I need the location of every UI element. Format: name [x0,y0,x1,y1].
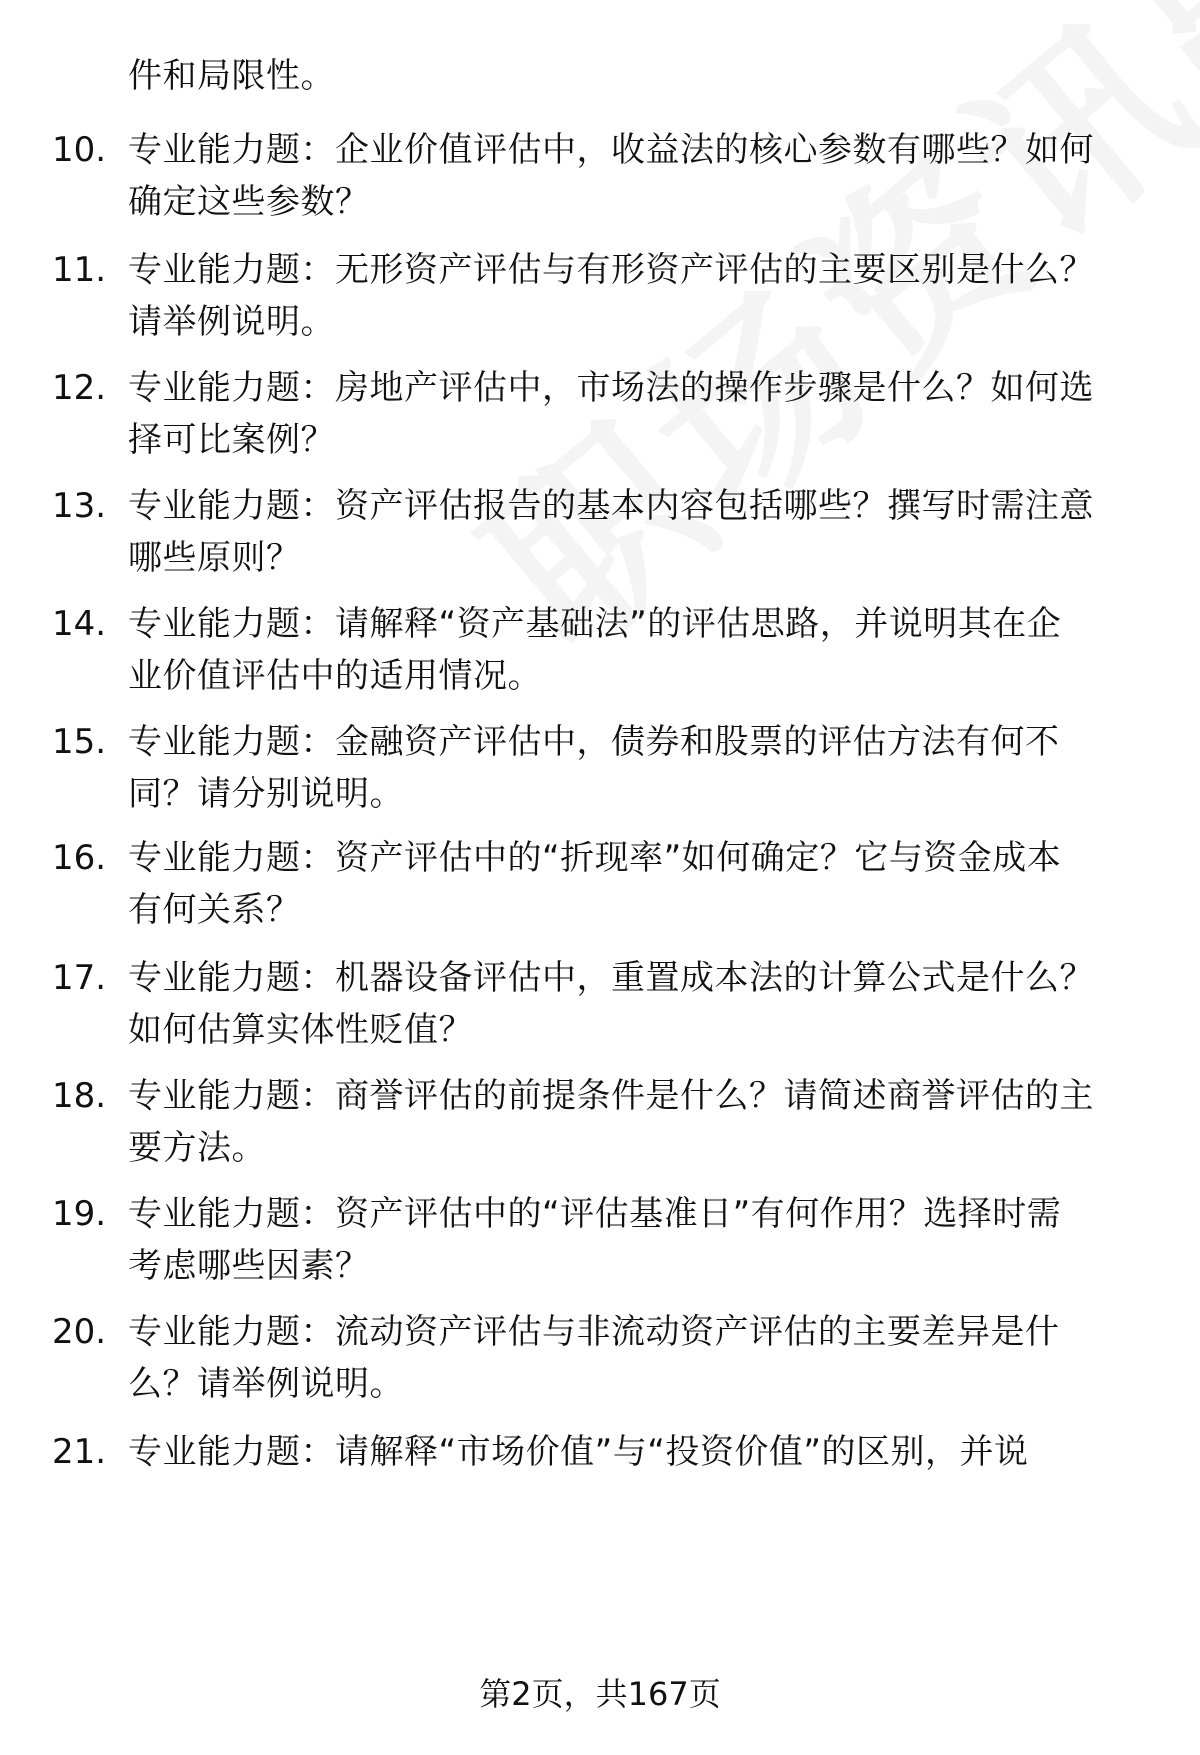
question-text-line-1: 专业能力题：资产评估中的“折现率”如何确定？它与资金成本 [128,838,1062,878]
question-number: 17. [52,958,107,998]
question-item [0,718,1200,818]
question-text-line-2: 确定这些参数？ [128,182,370,222]
question-text-line-1: 专业能力题：机器设备评估中，重置成本法的计算公式是什么？ [128,958,1094,998]
question-text-line-2: 要方法。 [128,1128,266,1168]
question-text-line-1: 专业能力题：企业价值评估中，收益法的核心参数有哪些？如何 [128,130,1094,170]
question-text-line-1: 专业能力题：无形资产评估与有形资产评估的主要区别是什么？ [128,250,1094,290]
question-text-line-1: 专业能力题：流动资产评估与非流动资产评估的主要差异是什 [128,1312,1060,1352]
question-text-line-1: 专业能力题：房地产评估中，市场法的操作步骤是什么？如何选 [128,368,1094,408]
question-number: 20. [52,1312,107,1352]
question-item [0,834,1200,934]
question-number: 19. [52,1194,107,1234]
question-number: 13. [52,486,107,526]
page-footer: 第2页，共167页 [479,1675,721,1713]
question-item [0,246,1200,346]
question-item [0,1190,1200,1290]
question-text-line-1: 专业能力题：请解释“市场价值”与“投资价值”的区别，并说 [128,1432,1029,1472]
question-text-line-2: 考虑哪些因素？ [128,1246,370,1286]
question-item [0,364,1200,464]
question-text-line-2: 哪些原则？ [128,538,301,578]
question-item [0,1308,1200,1408]
question-item [0,954,1200,1054]
question-number: 16. [52,838,107,878]
question-number: 14. [52,604,107,644]
question-number: 15. [52,722,107,762]
question-item [0,600,1200,700]
question-item [0,482,1200,582]
question-number: 21. [52,1432,107,1472]
question-number: 11. [52,250,107,290]
question-text-line-2: 么？请举例说明。 [128,1364,404,1404]
question-text-line-2: 如何估算实体性贬值？ [128,1010,473,1050]
question-text-line-1: 专业能力题：金融资产评估中，债券和股票的评估方法有何不 [128,722,1060,762]
question-number: 12. [52,368,107,408]
question-number: 10. [52,130,107,170]
question-text-line-1: 专业能力题：资产评估中的“评估基准日”有何作用？选择时需 [128,1194,1062,1234]
question-number: 18. [52,1076,107,1116]
question-text-line-2: 请举例说明。 [128,302,335,342]
question-text-line-1: 专业能力题：商誉评估的前提条件是什么？请简述商誉评估的主 [128,1076,1094,1116]
question-item [0,1428,1200,1528]
question-item [0,1072,1200,1172]
question-text-line-1: 专业能力题：资产评估报告的基本内容包括哪些？撰写时需注意 [128,486,1094,526]
question-text-line-2: 同？请分别说明。 [128,774,404,814]
watermark [420,0,1200,700]
question-item [0,126,1200,226]
question-text-line-2: 有何关系？ [128,890,301,930]
continuation-text: 件和局限性。 [128,56,335,96]
question-text-line-1: 专业能力题：请解释“资产基础法”的评估思路，并说明其在企 [128,604,1062,644]
question-text-line-2: 业价值评估中的适用情况。 [128,656,542,696]
question-text-line-2: 择可比案例？ [128,420,335,460]
